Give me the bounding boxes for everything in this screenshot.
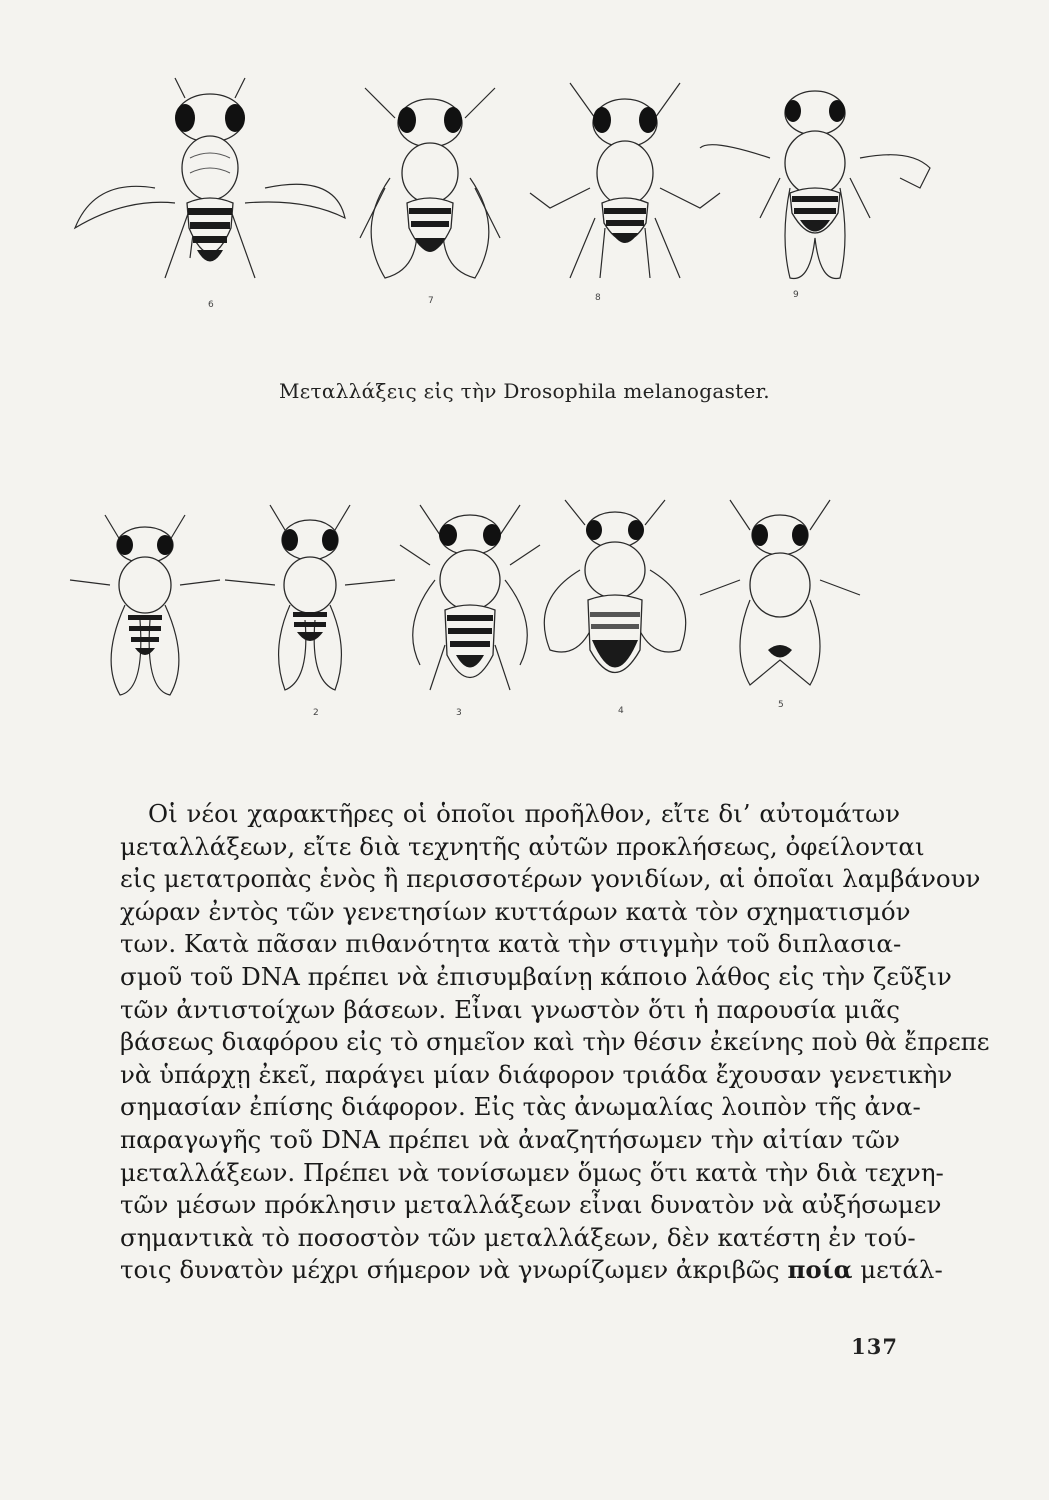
fly-illustration-3 xyxy=(400,505,540,700)
text-line: βάσεως διαφόρου εἰς τὸ σημεῖον καὶ τὴν θέσιν ἐκείνης ποὺ θὰ ἔπρεπε xyxy=(120,1027,990,1057)
text-line: παραγωγῆς τοῦ DNA πρέπει νὰ ἀναζητήσωμεν τὴν αἰτίαν τῶν xyxy=(120,1124,900,1154)
page-number: 137 xyxy=(851,1334,898,1359)
figure-number-7: 7 xyxy=(428,296,434,306)
figure-number-2: 2 xyxy=(313,708,319,718)
text-line: χώραν ἐντὸς τῶν γενετησίων κυττάρων κατὰ τὸν σχηματισμόν xyxy=(120,896,911,926)
fly-illustration-8 xyxy=(550,78,700,288)
caption-latin: Drosophila melanogaster. xyxy=(503,379,770,403)
figure-top-mutant-flies xyxy=(40,78,940,318)
text-line-last-start: τοις δυνατὸν μέχρι σήμερον νὰ γνωρίζωμεν ἀκριβῶς xyxy=(120,1255,780,1285)
fly-drawing xyxy=(740,78,890,288)
figure-number-8: 8 xyxy=(595,293,601,303)
caption-greek: Μεταλλάξεις εἰς τὴν xyxy=(279,379,497,403)
text-line: σημασίαν ἐπίσης διάφορον. Εἰς τὰς ἀνωμαλίας λοιπὸν τῆς ἀνα- xyxy=(120,1092,921,1122)
fly-drawing xyxy=(710,500,850,695)
fly-illustration-1 xyxy=(80,510,210,700)
fly-drawing xyxy=(80,510,210,700)
text-line: εἰς μετατροπὰς ἑνὸς ἢ περισσοτέρων γονιδίων, αἱ ὁποῖαι λαμβάνουν xyxy=(120,864,981,894)
text-line: τῶν ἀντιστοίχων βάσεων. Εἶναι γνωστὸν ὅτι ἡ παρουσία μιᾶς xyxy=(120,994,900,1024)
text-line-last-end: μετάλ- xyxy=(860,1255,943,1285)
fly-illustration-2 xyxy=(245,500,375,695)
text-line: τῶν μέσων πρόκλησιν μεταλλάξεων εἶναι δυνατὸν νὰ αὐξήσωμεν xyxy=(120,1190,942,1220)
text-line: σμοῦ τοῦ DNA πρέπει νὰ ἐπισυμβαίνῃ κάποιο λάθος εἰς τὴν ζεῦξιν xyxy=(120,961,952,991)
fly-drawing xyxy=(135,78,285,288)
text-line: Οἱ νέοι χαρακτῆρες οἱ ὁποῖοι προῆλθον, εἴτε δι’ αὐτομάτων xyxy=(148,799,900,828)
text-line: μεταλλάξεων. Πρέπει νὰ τονίσωμεν ὅμως ὅτι κατὰ τὴν διὰ τεχνη- xyxy=(120,1157,944,1187)
figure-number-5: 5 xyxy=(778,700,784,710)
figure-number-6: 6 xyxy=(208,300,214,310)
text-line: μεταλλάξεων, εἴτε διὰ τεχνητῆς αὐτῶν προκλήσεως, ὀφείλονται xyxy=(120,831,925,861)
fly-drawing xyxy=(540,500,690,700)
fly-drawing xyxy=(400,505,540,700)
fly-drawing xyxy=(245,500,375,695)
text-line-last-bold: ποία xyxy=(787,1255,853,1285)
fly-illustration-9 xyxy=(740,78,890,288)
fly-illustration-5 xyxy=(710,500,850,695)
fly-drawing xyxy=(550,78,700,288)
figure-caption xyxy=(0,379,1049,403)
fly-illustration-7 xyxy=(355,78,505,288)
text-line-last xyxy=(120,1254,943,1287)
text-line: σημαντικὰ τὸ ποσοστὸν τῶν μεταλλάξεων, δὲν κατέστη ἐν τού- xyxy=(120,1222,916,1252)
figure-number-9: 9 xyxy=(793,290,799,300)
fly-drawing xyxy=(355,78,505,288)
figure-bottom-mutant-flies xyxy=(70,500,890,725)
fly-illustration-4 xyxy=(540,500,690,700)
text-line: των. Κατὰ πᾶσαν πιθανότητα κατὰ τὴν στιγμὴν τοῦ διπλασια- xyxy=(120,929,902,959)
text-line: νὰ ὑπάρχῃ ἐκεῖ, παράγει μίαν διάφορον τριάδα ἔχουσαν γενετικὴν xyxy=(120,1059,953,1089)
body-paragraph xyxy=(120,798,990,1287)
figure-number-3: 3 xyxy=(456,708,462,718)
fly-illustration-6 xyxy=(135,78,285,288)
figure-number-4: 4 xyxy=(618,706,624,716)
